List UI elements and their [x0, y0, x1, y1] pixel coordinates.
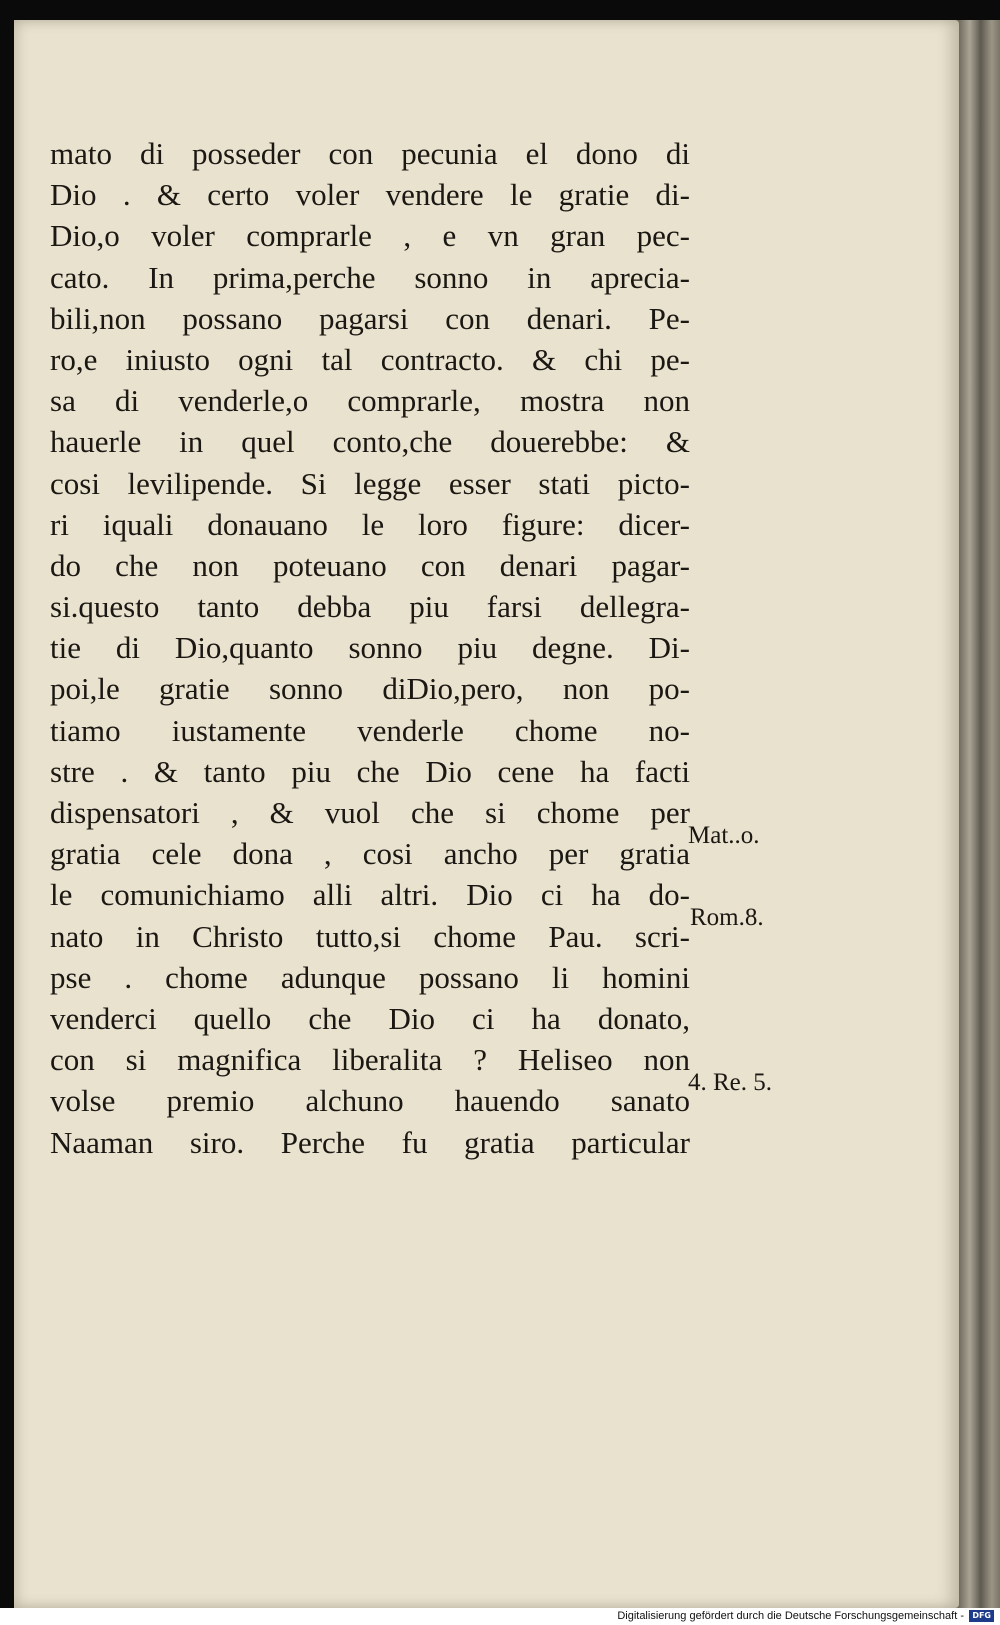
scan-left-border: [0, 0, 14, 1608]
text-line: Dio,o voler comprarle , e vn gran pec-: [50, 218, 690, 254]
text-line: ro,e iniusto ogni tal contracto. & chi pe-: [50, 341, 690, 377]
text-line: le comunichiamo alli altri. Dio ci ha do-: [50, 877, 690, 913]
text-line: do che non poteuano con denari pagar-: [50, 547, 690, 583]
text-line: tiamo iustamente venderle chome no-: [50, 712, 690, 748]
text-line: dispensatori , & vuol che si chome per: [50, 795, 690, 830]
text-line: pse . chome adunque possano li homini: [50, 959, 690, 995]
margin-note-romans: Rom.8.: [690, 904, 764, 931]
text-line: sa di venderle,o comprarle, mostra non: [50, 383, 690, 419]
funding-credit: Digitalisierung gefördert durch die Deutsche Forschungsgemeinschaft -: [617, 1610, 964, 1622]
text-line: stre . & tanto piu che Dio cene ha facti: [50, 753, 690, 789]
dfg-logo: DFG: [969, 1610, 994, 1622]
text-line: Dio . & certo voler vendere le gratie di-: [50, 177, 690, 213]
text-line: mato di posseder con pecunia el dono di: [50, 136, 690, 171]
text-line: ri iquali donauano le loro figure: dicer-: [50, 506, 690, 542]
margin-note-matthew: Mat..o.: [688, 822, 760, 849]
text-line: cosi levilipende. Si legge esser stati picto-: [50, 465, 690, 501]
text-line: con si magnifica liberalita ? Heliseo non: [50, 1042, 690, 1078]
body-text: [50, 133, 690, 1163]
text-line: Naaman siro. Perche fu gratia particular: [50, 1124, 690, 1160]
text-line: bili,non possano pagarsi con denari. Pe-: [50, 300, 690, 336]
text-line: cato. In prima,perche sonno in aprecia-: [50, 259, 690, 295]
text-line: hauerle in quel conto,che douerebbe: &: [50, 424, 690, 460]
scan-top-border: [0, 0, 1000, 20]
text-line: gratia cele dona , cosi ancho per gratia: [50, 836, 690, 872]
book-page: [14, 20, 959, 1608]
text-line: nato in Christo tutto,si chome Pau. scri-: [50, 918, 690, 954]
text-line: tie di Dio,quanto sonno piu degne. Di-: [50, 630, 690, 666]
text-line: si.questo tanto debba piu farsi dellegra-: [50, 589, 690, 625]
margin-note-kings: 4. Re. 5.: [688, 1069, 773, 1096]
text-line: venderci quello che Dio ci ha donato,: [50, 1000, 690, 1036]
text-line: poi,le gratie sonno diDio,pero, non po-: [50, 671, 690, 707]
text-line: volse premio alchuno hauendo sanato: [50, 1083, 690, 1119]
